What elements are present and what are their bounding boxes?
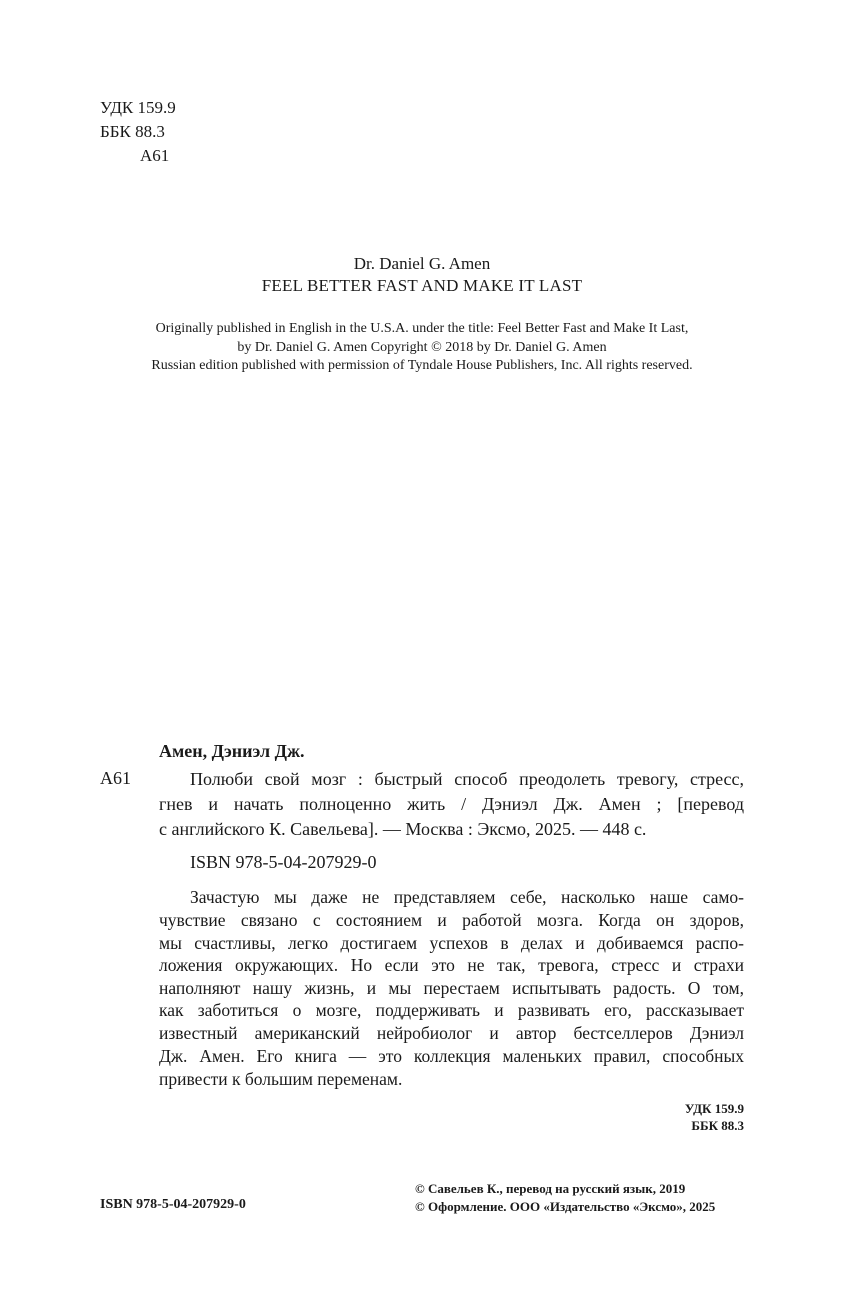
annotation-line: ложения окружающих. Но если это не так, тревога, стресс и страхи xyxy=(159,955,744,975)
annotation-line: привести к большим переменам. xyxy=(159,1069,403,1089)
udk-code: УДК 159.9 xyxy=(684,1101,744,1116)
annotation-line: мы счастливы, легко достигаем успехов в делах и добиваемся распо- xyxy=(159,933,744,953)
rights-line: Russian edition published with permission of Tyndale House Publishers, Inc. All rights reserved. xyxy=(151,358,693,373)
author-code: А61 xyxy=(140,146,170,165)
annotation-line: Дж. Амен. Его книга — это коллекция маленьких правил, способных xyxy=(159,1046,744,1066)
annotation-line: известный американский нейробиолог и автор бестселлеров Дэниэл xyxy=(159,1023,744,1043)
bibliographic-description-line: Полюби свой мозг : быстрый способ преодолеть тревогу, стресс, xyxy=(190,769,744,789)
bibliographic-description-line: гнев и начать полноценно жить / Дэниэл Дж. Амен ; [перевод xyxy=(159,794,744,814)
footer-isbn: ISBN 978-5-04-207929-0 xyxy=(100,1197,246,1212)
entry-author-code: А61 xyxy=(100,768,131,788)
rights-line: by Dr. Daniel G. Amen Copyright © 2018 by Dr. Daniel G. Amen xyxy=(237,340,607,355)
bbk-code: ББК 88.3 xyxy=(691,1118,744,1133)
copyright-line: © Оформление. ООО «Издательство «Эксмо», 2025 xyxy=(415,1199,716,1214)
rights-line: Originally published in English in the U.S.A. under the title: Feel Better Fast and Make It Last, xyxy=(155,321,689,336)
annotation-line: наполняют нашу жизнь, и мы перестаем испытывать радость. О том, xyxy=(159,978,744,998)
udk-code: УДК 159.9 xyxy=(100,98,176,117)
copyright-line: © Савельев К., перевод на русский язык, 2019 xyxy=(415,1181,686,1196)
annotation-line: чувствие связано с состоянием и работой мозга. Когда он здоров, xyxy=(159,910,744,930)
annotation-line: как заботиться о мозге, поддерживать и развивать его, рассказывает xyxy=(159,1000,744,1020)
bibliographic-description-line: с английского К. Савельева]. — Москва : Эксмо, 2025. — 448 с. xyxy=(159,819,647,839)
original-author: Dr. Daniel G. Amen xyxy=(353,254,491,273)
annotation-line: Зачастую мы даже не представляем себе, насколько наше само- xyxy=(190,887,744,907)
original-title: FEEL BETTER FAST AND MAKE IT LAST xyxy=(261,276,583,295)
entry-isbn: ISBN 978-5-04-207929-0 xyxy=(190,852,377,872)
bbk-code: ББК 88.3 xyxy=(100,122,165,141)
entry-author-heading: Амен, Дэниэл Дж. xyxy=(159,741,305,761)
